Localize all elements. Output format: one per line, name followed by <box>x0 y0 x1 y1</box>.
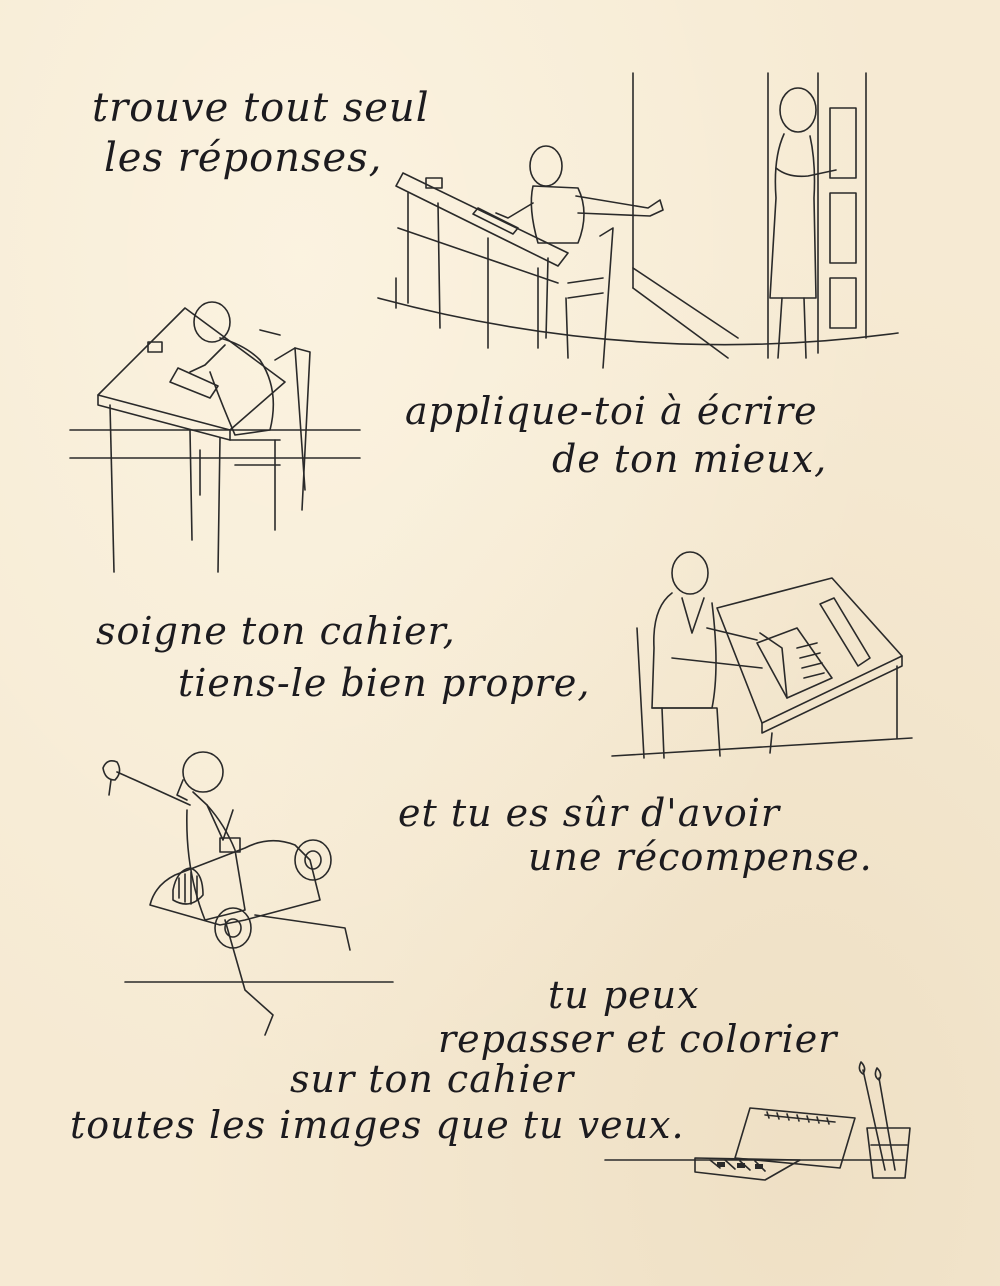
text-line-3: applique-toi à écrire <box>405 389 818 433</box>
text-line-6: tiens-le bien propre, <box>178 661 591 705</box>
text-line-2: les réponses, <box>104 135 383 181</box>
text-line-4: de ton mieux, <box>552 437 828 481</box>
text-line-5: soigne ton cahier, <box>96 609 456 653</box>
text-line-7: et tu es sûr d'avoir <box>398 791 781 835</box>
boy-running-with-toy-car-illustration <box>95 750 395 1045</box>
boy-turning-pages-illustration <box>612 548 917 763</box>
text-line-10: repasser et colorier <box>438 1017 838 1061</box>
text-line-12: toutes les images que tu veux. <box>70 1103 685 1147</box>
text-line-11: sur ton cahier <box>290 1057 575 1101</box>
text-line-9: tu peux <box>548 973 700 1017</box>
paint-box-and-brushes-illustration <box>605 1060 915 1185</box>
boy-raising-hand-at-desk-illustration <box>378 68 898 368</box>
text-line-1: trouve tout seul <box>92 85 430 131</box>
text-line-8: une récompense. <box>528 835 873 879</box>
boy-writing-at-desk-illustration <box>70 290 365 580</box>
